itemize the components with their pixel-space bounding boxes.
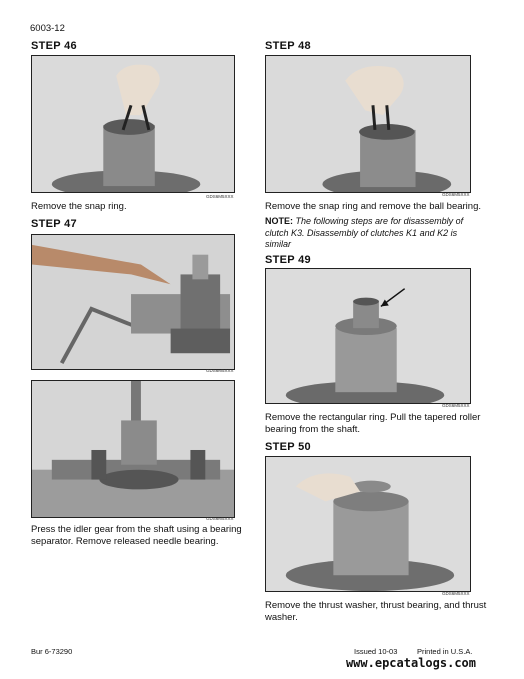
step-49-caption-line-1: Remove the rectangular ring. Pull the tapered roller — [265, 412, 481, 423]
note-line-3 — [265, 239, 291, 251]
step-47-photo-1 — [31, 234, 235, 370]
note-label: NOTE: — [265, 216, 293, 226]
step-50-photo — [265, 456, 471, 592]
step-46-caption: Remove the snap ring. — [31, 201, 127, 212]
step-48-photo-code: GDS6M5XXX — [442, 192, 470, 197]
footer-issued: Issued 10-03 — [354, 647, 398, 656]
step-48-title: STEP 48 — [265, 40, 311, 52]
step-49-caption-line-2: bearing from the shaft. — [265, 424, 361, 435]
step-50-caption-line-2: washer. — [265, 612, 298, 623]
note-text-2: clutch K3. Disassembly of clutches K1 and K2 is — [265, 227, 458, 238]
step-47-title: STEP 47 — [31, 218, 77, 230]
footer-document-id: Bur 6-73290 — [31, 647, 73, 656]
step-49-photo-code: GDS6M5XXX — [442, 403, 470, 408]
step-46-photo — [31, 55, 235, 193]
step-49-photo — [265, 268, 471, 404]
note-text-1: The following steps are for disassembly of — [295, 216, 464, 226]
note-line-1 — [265, 216, 463, 228]
step-47-caption-line-2: separator. Remove released needle bearing. — [31, 536, 219, 547]
step-50-title: STEP 50 — [265, 441, 311, 453]
step-47-photo-2-code: GDS6M5XXX — [206, 516, 234, 521]
note-line-2 — [265, 228, 457, 240]
footer-printed: Printed in U.S.A. — [417, 647, 473, 656]
step-48-photo — [265, 55, 471, 193]
step-47-photo-2 — [31, 380, 235, 518]
note-text-3: similar — [265, 239, 291, 249]
step-50-photo-code: GDS6M5XXX — [442, 591, 470, 596]
step-50-caption-line-1: Remove the thrust washer, thrust bearing, and thrust — [265, 600, 487, 611]
step-47-caption-line-1: Press the idler gear from the shaft using a bearing — [31, 524, 242, 535]
step-49-title: STEP 49 — [265, 254, 311, 266]
step-46-photo-code: GDS6M5XXX — [206, 194, 234, 199]
step-47-photo-1-code: GDS6M5XXX — [206, 368, 234, 373]
step-48-caption: Remove the snap ring and remove the ball bearing. — [265, 201, 481, 212]
watermark: www.epcatalogs.com — [345, 656, 476, 670]
page-number: 6003-12 — [30, 23, 65, 34]
step-46-title: STEP 46 — [31, 40, 77, 52]
